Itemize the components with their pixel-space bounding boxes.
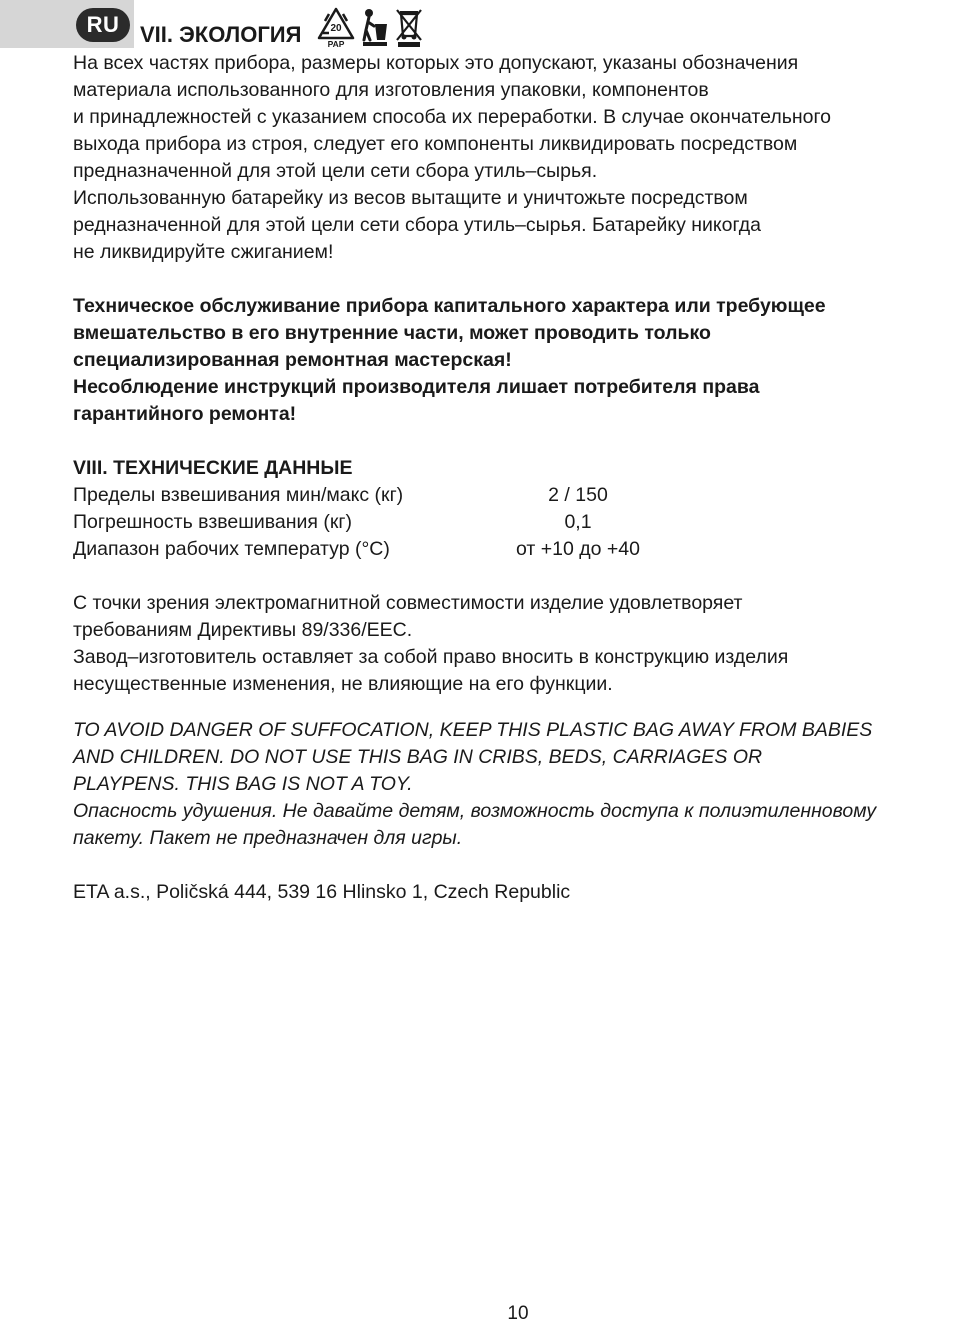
bag-warning-line: AND CHILDREN. DO NOT USE THIS BAG IN CRIBS, BEDS, CARRIAGES OR xyxy=(73,746,763,768)
technical-data-section xyxy=(73,455,960,563)
compliance-line: требованиям Директивы 89/336/ЕЕС. xyxy=(73,619,413,641)
compliance-section xyxy=(73,590,960,698)
bag-warning-line: пакету. Пакет не предназначен для игры. xyxy=(73,827,463,849)
warning-line: вмешательство в его внутренние части, может проводить только xyxy=(73,322,711,344)
ecology-line: выхода прибора из строя, следует его компоненты ликвидировать посредством xyxy=(73,133,798,155)
spec-label: Диапазон рабочих температур (°C) xyxy=(73,538,390,560)
compliance-line: С точки зрения электромагнитной совместимости изделие удовлетворяет xyxy=(73,592,743,614)
bag-warning-section xyxy=(73,717,960,852)
spec-value: 0,1 xyxy=(564,511,592,533)
crossed-out-wheelie-bin-icon xyxy=(394,6,424,48)
warning-line: специализированная ремонтная мастерская! xyxy=(73,349,512,371)
recycle-code: PAP xyxy=(327,39,345,48)
spacer xyxy=(73,698,960,717)
technical-data-title: VIII. ТЕХНИЧЕСКИЕ ДАННЫЕ xyxy=(73,457,353,479)
bag-warning-line: TO AVOID DANGER OF SUFFOCATION, KEEP THIS PLASTIC BAG AWAY FROM BABIES xyxy=(73,719,873,741)
litter-bin-icon xyxy=(360,6,390,48)
page-number: 10 xyxy=(507,1303,529,1324)
bag-warning-line: PLAYPENS. THIS BAG IS NOT A TOY. xyxy=(73,773,413,795)
ecology-line: материала использованного для изготовления упаковки, компонентов xyxy=(73,79,709,101)
spec-label: Пределы взвешивания мин/макс (кг) xyxy=(73,484,404,506)
ecology-section xyxy=(73,50,960,266)
ecology-line: редназначенной для этой цели сети сбора утиль–сырья. Батарейку никогда xyxy=(73,214,761,236)
manufacturer-address: ETA a.s., Poličská 444, 539 16 Hlinsko 1, Czech Republic xyxy=(73,881,571,903)
warning-line: Несоблюдение инструкций производителя лишает потребителя права xyxy=(73,376,760,398)
ecology-line: предназначенной для этой цели сети сбора утиль–сырья. xyxy=(73,160,598,182)
spec-row xyxy=(73,509,960,536)
spec-value: от +10 до +40 xyxy=(516,538,640,560)
ecology-line: не ликвидируйте сжиганием! xyxy=(73,241,334,263)
compliance-line: Завод–изготовитель оставляет за собой право вносить в конструкцию изделия xyxy=(73,646,789,668)
ecology-line: На всех частях прибора, размеры которых это допускают, указаны обозначения xyxy=(73,52,799,74)
spec-value: 2 / 150 xyxy=(548,484,608,506)
spec-row xyxy=(73,482,960,509)
recycle-number: 20 xyxy=(330,23,342,34)
spec-row xyxy=(73,536,960,563)
language-badge: RU xyxy=(76,8,130,42)
spacer xyxy=(73,852,960,879)
ecology-line: Использованную батарейку из весов вытащите и уничтожьте посредством xyxy=(73,187,748,209)
warning-line: Техническое обслуживание прибора капитального характера или требующее xyxy=(73,295,826,317)
spacer xyxy=(73,266,960,293)
document-body xyxy=(73,50,960,906)
compliance-line: несущественные изменения, не влияющие на его функции. xyxy=(73,673,613,695)
warning-line: гарантийного ремонта! xyxy=(73,403,297,425)
spacer xyxy=(73,563,960,590)
service-warning xyxy=(73,293,960,428)
ecology-symbols xyxy=(316,4,424,48)
ecology-line: и принадлежностей с указанием способа их переработки. В случае окончательного xyxy=(73,106,832,128)
bag-warning-line: Опасность удушения. Не давайте детям, возможность доступа к полиэтиленновому xyxy=(73,800,877,822)
spacer xyxy=(73,428,960,455)
section-title-ecology: VII. ЭКОЛОГИЯ xyxy=(140,22,302,47)
recycle-triangle-icon xyxy=(316,6,356,48)
spec-label: Погрешность взвешивания (кг) xyxy=(73,511,353,533)
